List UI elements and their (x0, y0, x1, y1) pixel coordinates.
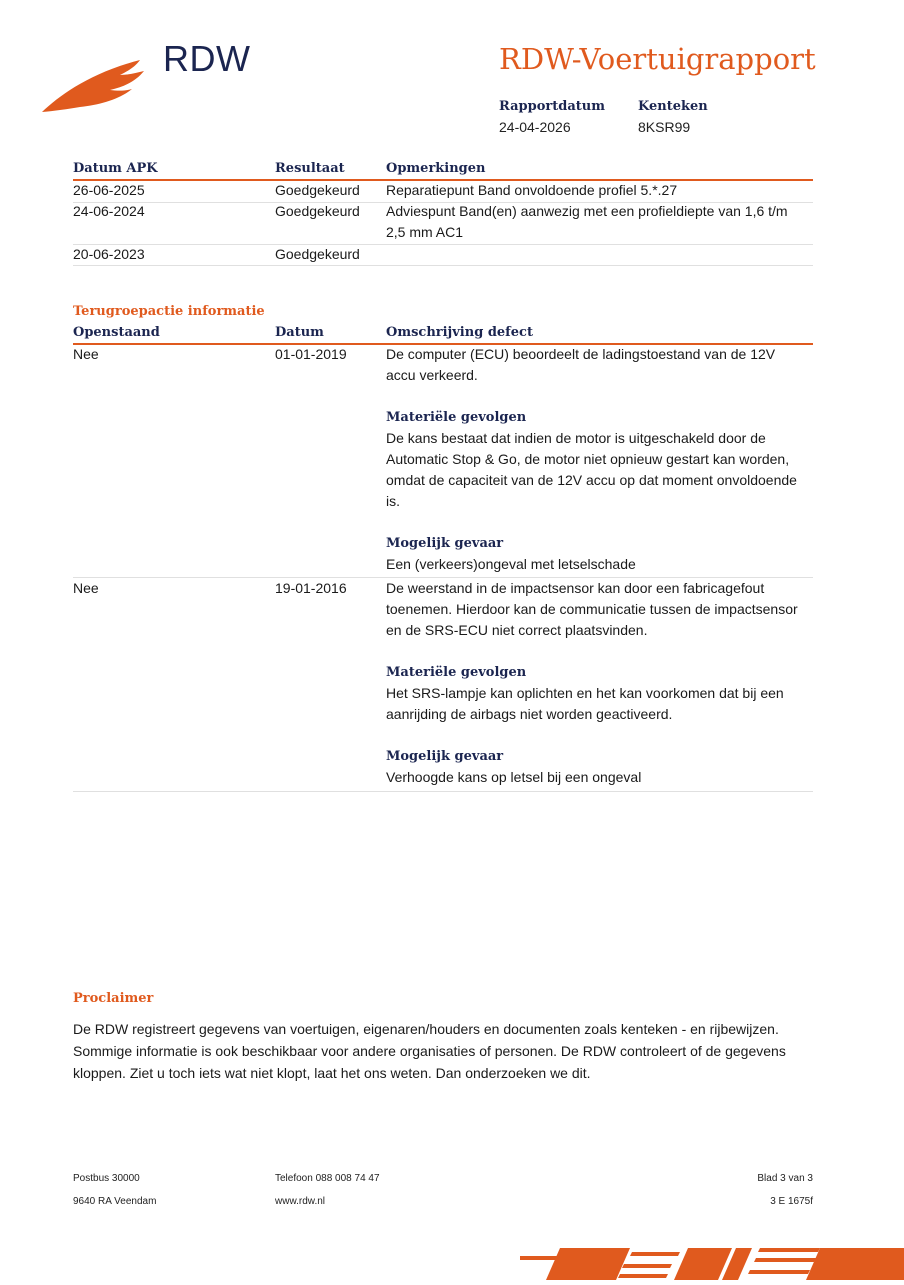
recall-description: De computer (ECU) beoordeelt de ladingstoestand van de 12V accu verkeerd. (386, 346, 776, 383)
apk-header-date: Datum APK (73, 161, 158, 176)
danger-text: Verhoogde kans op letsel bij een ongeval (386, 769, 642, 785)
apk-date: 20-06-2023 (73, 246, 145, 262)
danger-label: Mogelijk gevaar (386, 749, 504, 764)
apk-remarks: Reparatiepunt Band onvoldoende profiel 5.*.27 (386, 182, 678, 198)
recall-section-title: Terugroepactie informatie (73, 304, 265, 319)
footer-code: 3 E 1675f (770, 1196, 813, 1207)
danger-text: Een (verkeers)ongeval met letselschade (386, 556, 636, 572)
recall-date: 19-01-2016 (275, 580, 347, 596)
rdw-logo (40, 55, 150, 115)
logo-text: RDW (163, 38, 251, 79)
apk-header-remarks: Opmerkingen (386, 161, 486, 176)
report-date-label: Rapportdatum (499, 99, 605, 114)
rdw-logo-icon (40, 55, 150, 115)
recall-description: De weerstand in de impactsensor kan door een fabricagefout toenemen. Hierdoor kan de communicatie tussen de impactsensor en de SRS-ECU niet correct plaatsvinden. (386, 580, 798, 638)
report-date-value: 24-04-2026 (499, 119, 571, 135)
apk-header-result: Resultaat (275, 161, 345, 176)
row-divider (73, 244, 813, 245)
recall-header-description: Omschrijving defect (386, 325, 533, 340)
decorative-stripes (520, 1244, 904, 1280)
proclaimer-title: Proclaimer (73, 991, 154, 1006)
recall-header-date: Datum (275, 325, 324, 340)
consequences-label: Materiële gevolgen (386, 410, 527, 425)
apk-date: 24-06-2024 (73, 203, 145, 219)
recall-date: 01-01-2019 (275, 346, 347, 362)
recall-details (386, 344, 806, 575)
apk-result: Goedgekeurd (275, 246, 360, 262)
recall-details (386, 578, 813, 788)
row-divider (73, 265, 813, 266)
plate-label: Kenteken (638, 99, 708, 114)
footer-website: www.rdw.nl (275, 1196, 326, 1207)
row-divider (73, 791, 813, 792)
apk-date: 26-06-2025 (73, 182, 145, 198)
footer-phone: Telefoon 088 008 74 47 (275, 1173, 380, 1184)
proclaimer-text: De RDW registreert gegevens van voertuigen, eigenaren/houders en documenten zoals kenteken - en rijbewijzen. Sommige informatie is ook beschikbaar voor andere organisaties of personen. De RDW controleert of de gegevens kloppen. Ziet u toch iets wat niet klopt, laat het ons weten. Dan onderzoeken we dit. (73, 1021, 786, 1081)
plate-value: 8KSR99 (638, 119, 691, 135)
recall-open: Nee (73, 580, 99, 596)
apk-remarks: Adviespunt Band(en) aanwezig met een profieldiepte van 1,6 t/m 2,5 mm AC1 (386, 203, 788, 240)
consequences-label: Materiële gevolgen (386, 665, 527, 680)
consequences-text: De kans bestaat dat indien de motor is uitgeschakeld door de Automatic Stop & Go, de motor niet opnieuw gestart kan worden, omdat de capaciteit van de 12V accu op dat moment onvoldoende is. (386, 430, 797, 509)
danger-label: Mogelijk gevaar (386, 536, 504, 551)
recall-header-open: Openstaand (73, 325, 160, 340)
decorative-stripes-icon (520, 1244, 904, 1280)
footer-address-line1: Postbus 30000 (73, 1173, 140, 1184)
footer-page: Blad 3 van 3 (757, 1173, 813, 1184)
apk-result: Goedgekeurd (275, 203, 360, 219)
apk-result: Goedgekeurd (275, 182, 360, 198)
report-title: RDW-Voertuigrapport (499, 42, 816, 76)
footer-address-line2: 9640 RA Veendam (73, 1196, 157, 1207)
consequences-text: Het SRS-lampje kan oplichten en het kan voorkomen dat bij een aanrijding de airbags niet worden geactiveerd. (386, 685, 784, 722)
recall-open: Nee (73, 346, 99, 362)
